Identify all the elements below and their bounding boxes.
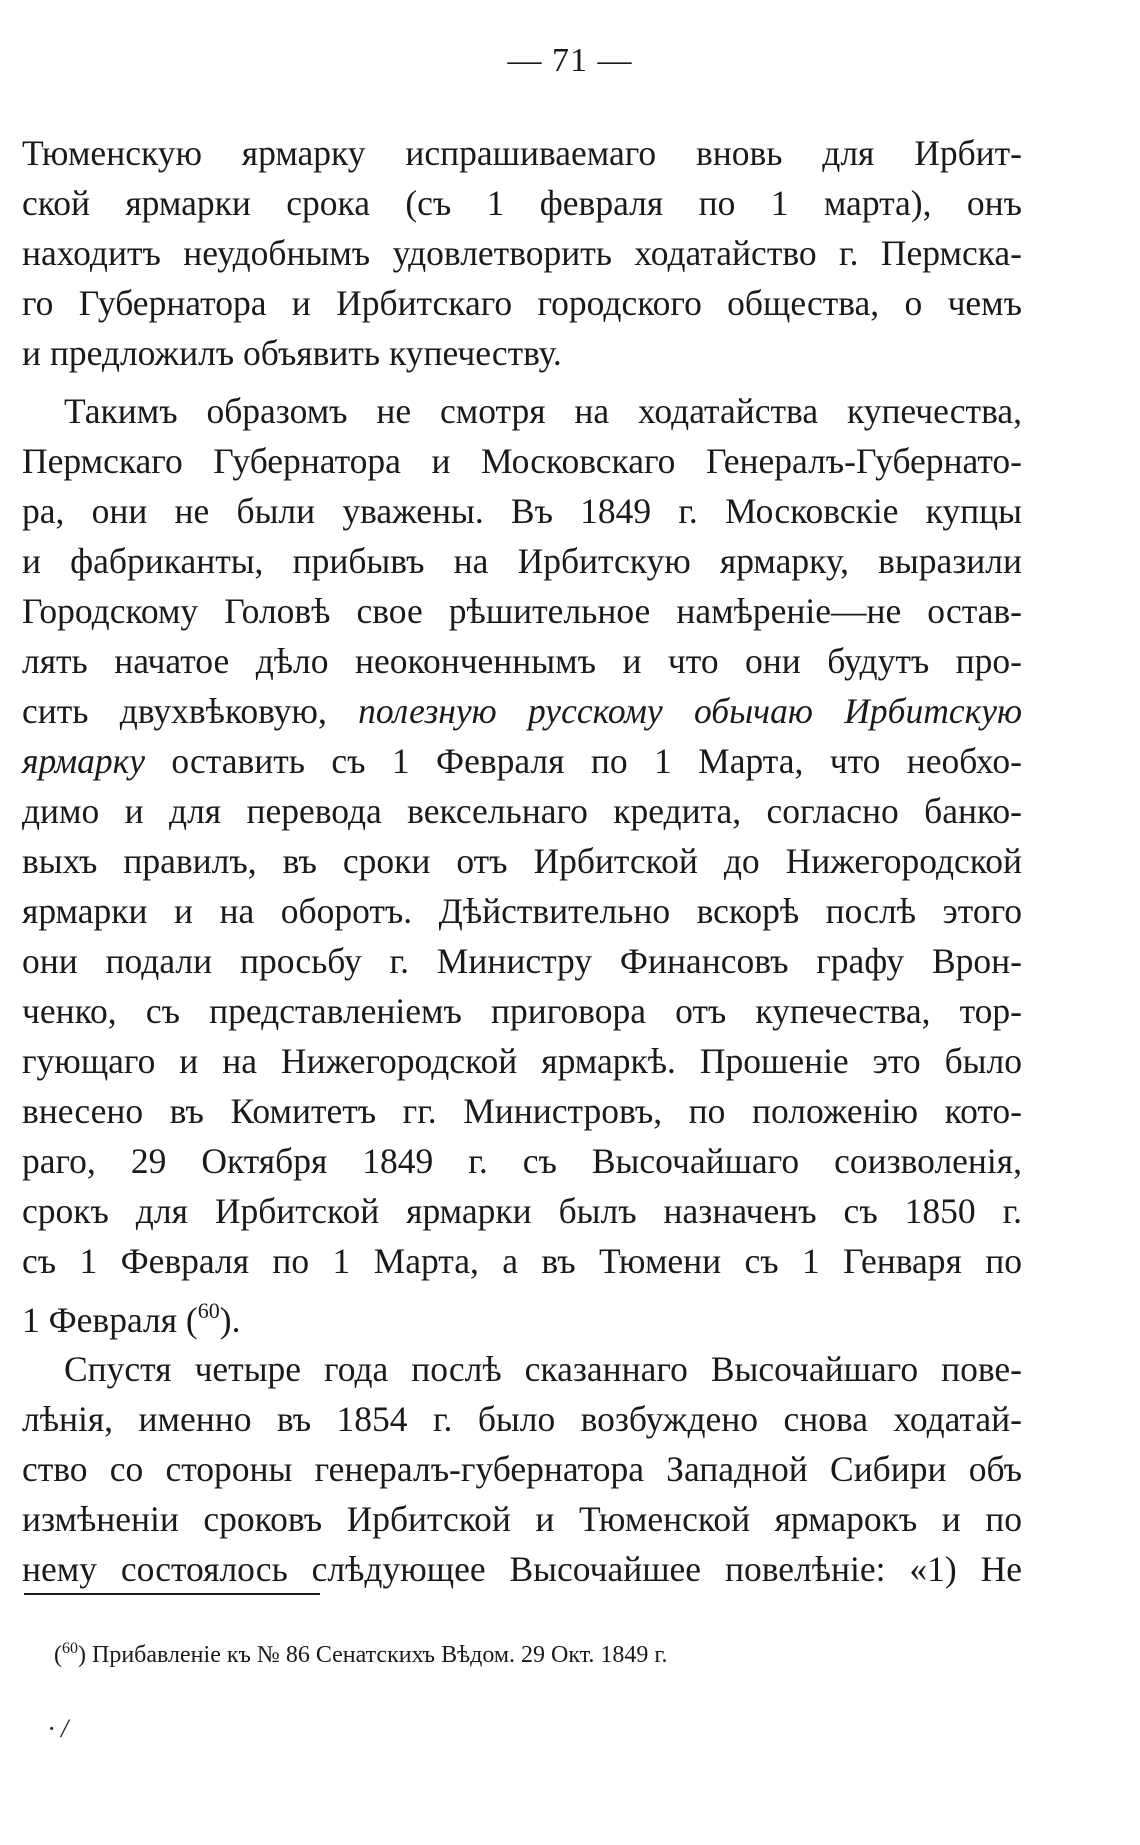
text-line-mixed (22, 736, 1022, 786)
text-line: гующаго и на Нижегородской ярмаркѣ. Прошеніе это было (22, 1041, 1022, 1081)
text-line: съ 1 Февраля по 1 Марта, а въ Тюмени съ 1 Генваря по (22, 1241, 1022, 1281)
text-line: они подали просьбу г. Министру Финансовъ графу Врон- (22, 941, 1022, 981)
scan-mark: · / (48, 1714, 69, 1743)
text-line-with-footnote-ref (22, 1286, 1022, 1340)
paragraph-gap (22, 378, 1022, 386)
text-line: и фабриканты, прибывъ на Ирбитскую ярмарку, выразили (22, 541, 1022, 581)
footnote-divider (24, 1593, 320, 1595)
footnote-reference: 60 (197, 1298, 220, 1323)
line-segment: 1 Февраля ( (22, 1300, 198, 1340)
text-line: димо и для перевода вексельнаго кредита, согласно банко- (22, 791, 1022, 831)
text-line: ра, они не были уважены. Въ 1849 г. Московскіе купцы (22, 491, 1022, 531)
text-line: измѣненіи сроковъ Ирбитской и Тюменской ярмарокъ и по (22, 1499, 1022, 1539)
text-line: и предложилъ объявить купечеству. (22, 333, 562, 373)
text-line: нему состоялось слѣдующее Высочайшее повелѣніе: «1) Не (22, 1549, 1022, 1589)
text-line: раго, 29 Октября 1849 г. съ Высочайшаго соизволенія, (22, 1141, 1022, 1181)
text-line: Городскому Головѣ свое рѣшительное намѣреніе—не остав- (22, 591, 1022, 631)
text-line: Тюменскую ярмарку испрашиваемаго вновь для Ирбит- (22, 133, 1022, 173)
line-segment: ). (219, 1300, 241, 1340)
text-line: внесено въ Комитетъ гг. Министровъ, по положенію кото- (22, 1091, 1022, 1131)
text-line: Спустя четыре года послѣ сказаннаго Высочайшаго пове- (64, 1349, 1022, 1389)
footnote-marker-open: ( (54, 1642, 62, 1668)
text-line: выхъ правилъ, въ сроки отъ Ирбитской до Нижегородской (22, 841, 1022, 881)
text-line: ярмарки и на оборотъ. Дѣйствительно вскорѣ послѣ этого (22, 891, 1022, 931)
text-line: Такимъ образомъ не смотря на ходатайства купечества, (64, 391, 1022, 431)
text-line: лѣнія, именно въ 1854 г. было возбуждено снова ходатай- (22, 1399, 1022, 1439)
italic-phrase: ярмарку (22, 741, 146, 781)
footnote-text: Прибавленіе къ № 86 Сенатскихъ Вѣдом. 29 Окт. 1849 г. (86, 1642, 668, 1668)
text-line: ченко, съ представленіемъ приговора отъ купечества, тор- (22, 991, 1022, 1031)
italic-phrase: полезную русскому обычаю Ирбитскую (358, 691, 1022, 731)
footnote (54, 1640, 668, 1669)
text-line: ской ярмарки срока (съ 1 февраля по 1 марта), онъ (22, 183, 1022, 223)
page-number: — 71 — (507, 42, 633, 79)
footnote-marker-close: ) (78, 1642, 86, 1668)
text-line: лять начатое дѣло неоконченнымъ и что они будутъ про- (22, 641, 1022, 681)
text-line: ство со стороны генералъ-губернатора Западной Сибири объ (22, 1449, 1022, 1489)
text-line: срокъ для Ирбитской ярмарки былъ назначенъ съ 1850 г. (22, 1191, 1022, 1231)
text-line-mixed (22, 686, 1022, 736)
text-line: го Губернатора и Ирбитскаго городского общества, о чемъ (22, 283, 1022, 323)
line-segment: сить двухвѣковую, (22, 691, 359, 731)
line-segment: оставить съ 1 Февраля по 1 Марта, что необхо- (145, 741, 1022, 781)
body-text (22, 128, 1022, 1594)
text-line: находитъ неудобнымъ удовлетворить ходатайство г. Пермска- (22, 233, 1022, 273)
footnote-marker-number: 60 (62, 1640, 78, 1657)
text-line: Пермскаго Губернатора и Московскаго Генералъ-Губернато- (22, 441, 1022, 481)
